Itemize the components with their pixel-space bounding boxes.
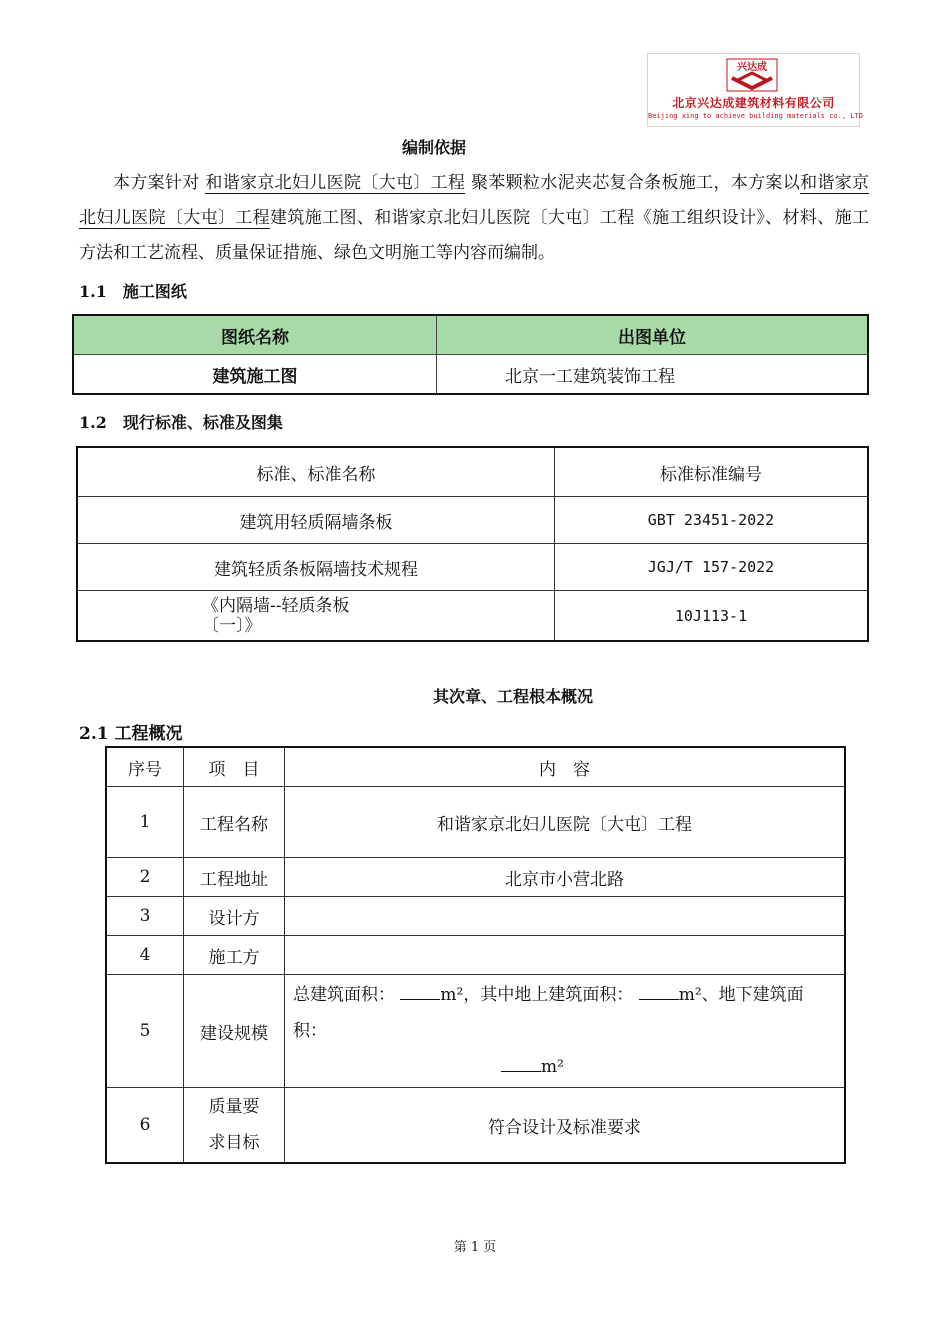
table-row <box>77 591 868 642</box>
company-logo <box>647 53 863 127</box>
basis-project-name-2: 和谐家京北妇儿医院〔大屯〕工程 <box>79 173 870 228</box>
table-row <box>106 975 845 1088</box>
table-row <box>106 1088 845 1164</box>
header-item: 项 目 <box>184 747 285 787</box>
row-content: 符合设计及标准要求 <box>285 1088 846 1164</box>
header-standard-code: 标准标准编号 <box>555 447 869 497</box>
row-content: 北京市小营北路 <box>285 858 846 897</box>
row-number: 2 <box>106 858 184 897</box>
underground-area-blank <box>501 1055 541 1072</box>
row-content <box>285 936 846 975</box>
table-row <box>106 858 845 897</box>
company-name-cn: 北京兴达成建筑材料有限公司 <box>672 96 835 110</box>
table-header-row <box>77 447 868 497</box>
table-row <box>106 787 845 858</box>
header-standard-name: 标准、标准名称 <box>77 447 555 497</box>
overview-table <box>105 746 846 1164</box>
standard-code-cell: GBT 23451-2022 <box>555 497 869 544</box>
table-row <box>106 897 845 936</box>
header-content: 内 容 <box>285 747 846 787</box>
row-content <box>285 897 846 936</box>
row-content: 和谐家京北妇儿医院〔大屯〕工程 <box>285 787 846 858</box>
row-number: 4 <box>106 936 184 975</box>
logo-mark-text: 兴达成 <box>737 62 767 73</box>
above-ground-label: m²，其中地上建筑面积： <box>440 985 634 1005</box>
underground-unit: m² <box>541 1057 564 1077</box>
section-1-2-heading: 1.2 现行标准、标准及图集 <box>79 413 283 432</box>
basis-title: 编制依据 <box>401 138 466 157</box>
basis-text-end: 建筑施工图、和谐家京北妇儿医院〔大屯〕工程《施工组织设计》、材料、施工方法和工艺流程、质量保证措施、绿色文明施工等内容而编制。 <box>79 208 870 263</box>
construction-scale-content <box>285 975 846 1088</box>
basis-paragraph <box>79 166 869 271</box>
row-item: 质量要求目标 <box>208 1097 260 1153</box>
issuing-unit-cell: 北京一工建筑装饰工程 <box>437 355 869 395</box>
table-row <box>106 936 845 975</box>
row-item: 工程名称 <box>184 787 285 858</box>
basis-text-start: 本方案针对 <box>113 173 200 193</box>
company-logo-mark <box>726 58 778 92</box>
underground-label: m²、地下建筑面积： <box>293 985 804 1041</box>
standard-name-cell: 《内隔墙--轻质条板〔一〕》 <box>202 595 350 636</box>
basis-project-name: 和谐家京北妇儿医院〔大屯〕工程 <box>205 173 466 193</box>
standards-table <box>76 446 869 642</box>
row-number: 1 <box>106 787 184 858</box>
header-number: 序号 <box>106 747 184 787</box>
row-item: 设计方 <box>184 897 285 936</box>
row-item: 工程地址 <box>184 858 285 897</box>
row-number: 3 <box>106 897 184 936</box>
page-number: 第 1 页 <box>453 1240 497 1255</box>
chapter-2-title: 其次章、工程根本概况 <box>433 687 594 706</box>
total-area-label: 总建筑面积： <box>293 985 395 1005</box>
row-number: 5 <box>106 975 184 1088</box>
above-ground-area-blank <box>639 983 679 1000</box>
header-issuing-unit: 出图单位 <box>437 315 869 355</box>
total-area-blank <box>400 983 440 1000</box>
company-name-en: Beijing xing to achieve building materials co., LTD <box>648 112 863 120</box>
basis-text-mid: 聚苯颗粒水泥夹芯复合条板施工，本方案以 <box>470 173 801 193</box>
standard-name-cell: 建筑轻质条板隔墙技术规程 <box>77 544 555 591</box>
header-drawing-name: 图纸名称 <box>73 315 437 355</box>
row-number: 6 <box>106 1088 184 1164</box>
table-row <box>77 497 868 544</box>
standard-code-cell: 10J113-1 <box>555 591 869 642</box>
drawing-name-cell: 建筑施工图 <box>73 355 437 395</box>
table-header-row <box>106 747 845 787</box>
section-2-1-heading: 2.1 工程概况 <box>79 724 183 744</box>
row-item: 施工方 <box>184 936 285 975</box>
standard-name-cell: 建筑用轻质隔墙条板 <box>77 497 555 544</box>
section-1-1-heading: 1.1 施工图纸 <box>79 282 187 301</box>
table-row <box>73 355 868 395</box>
table-header-row <box>73 315 868 355</box>
drawings-table <box>72 314 869 395</box>
standard-code-cell: JGJ/T 157-2022 <box>555 544 869 591</box>
table-row <box>77 544 868 591</box>
row-item: 建设规模 <box>184 975 285 1088</box>
